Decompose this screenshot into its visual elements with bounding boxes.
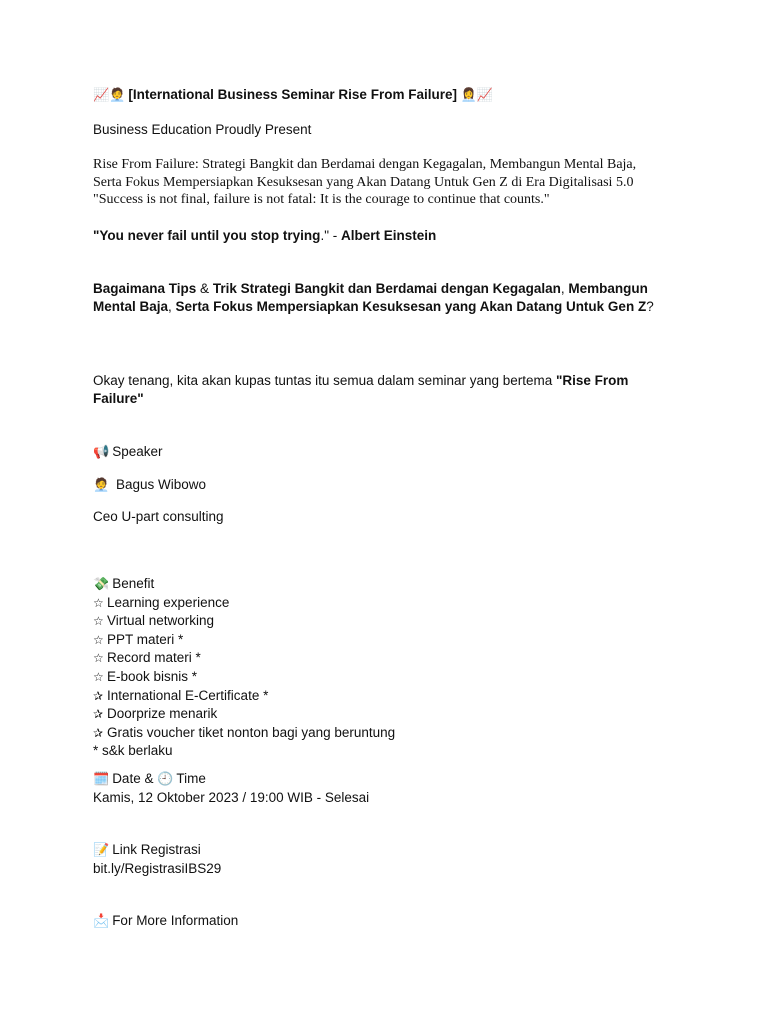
benefit-item: ☆ Virtual networking	[93, 612, 395, 631]
shadowed-star-icon: ✰	[93, 688, 104, 703]
benefit-heading: 💸 Benefit	[93, 576, 155, 592]
speaker-name: 🧑‍💼 Bagus Wibowo	[93, 477, 206, 493]
seminar-question	[93, 280, 654, 315]
seminar-description	[93, 156, 636, 209]
description-line-2: Serta Fokus Mempersiapkan Kesuksesan yang Akan Datang Untuk Gen Z di Era Digitalisasi 5.0	[93, 174, 634, 190]
megaphone-icon: 📢	[93, 445, 110, 460]
star-icon: ☆	[93, 669, 104, 684]
memo-icon: 📝	[93, 843, 110, 858]
star-icon: ☆	[93, 595, 104, 610]
seminar-intro: Okay tenang, kita akan kupas tuntas itu semua dalam seminar yang bertema "Rise From Failure"	[93, 373, 629, 406]
shadowed-star-icon: ✰	[93, 725, 104, 740]
question-line-1: Bagaimana Tips & Trik Strategi Bangkit dan Berdamai dengan Kegagalan, Membangun	[93, 281, 648, 296]
benefit-item: ✰ International E-Certificate *	[93, 687, 395, 706]
einstein-quote: "You never fail until you stop trying." - Albert Einstein	[93, 228, 437, 243]
seminar-title: 📈🧑‍💼 [International Business Seminar Rise From Failure] 👩‍💼📈	[93, 87, 494, 103]
benefit-note: * s&k berlaku	[93, 743, 173, 759]
datetime-section	[93, 770, 369, 806]
star-icon: ☆	[93, 632, 104, 647]
registration-section	[93, 841, 221, 877]
shadowed-star-icon: ✰	[93, 707, 104, 722]
benefit-item: ☆ E-book bisnis *	[93, 668, 395, 687]
registration-link[interactable]: bit.ly/RegistrasiIBS29	[93, 860, 222, 876]
benefit-item: ☆ Record materi *	[93, 649, 395, 668]
speaker-role: Ceo U-part consulting	[93, 509, 224, 524]
event-datetime: Kamis, 12 Oktober 2023 / 19:00 WIB - Selesai	[93, 789, 370, 805]
star-icon: ☆	[93, 614, 104, 629]
money-with-wings-icon: 💸	[93, 577, 110, 592]
benefit-item: ✰ Doorprize menarik	[93, 705, 395, 724]
description-line-1: Rise From Failure: Strategi Bangkit dan Berdamai dengan Kegagalan, Membangun Mental Baja,	[93, 157, 637, 172]
woman-office-worker-chart-icon: 👩‍💼📈	[460, 88, 494, 103]
datetime-heading: 🗓️ Date & 🕘 Time	[93, 771, 206, 787]
chart-increasing-person-icon: 📈🧑‍💼	[93, 88, 126, 103]
clock-icon: 🕘	[157, 772, 174, 787]
star-icon: ☆	[93, 651, 104, 666]
benefit-item: ☆ PPT materi *	[93, 631, 395, 650]
speaker-heading: 📢 Speaker	[93, 444, 163, 460]
benefit-item: ☆ Learning experience	[93, 594, 395, 613]
description-line-3: "Success is not final, failure is not fatal: It is the courage to continue that counts."	[93, 192, 550, 207]
more-info-heading: 📩 For More Information	[93, 913, 239, 929]
envelope-arrow-icon: 📩	[93, 914, 110, 929]
calendar-icon: 🗓️	[93, 772, 110, 787]
benefit-section	[93, 575, 395, 760]
question-line-2: Mental Baja, Serta Fokus Mempersiapkan Kesuksesan yang Akan Datang Untuk Gen Z?	[93, 298, 654, 314]
quote-author: Albert Einstein	[340, 228, 437, 243]
benefit-item: ✰ Gratis voucher tiket nonton bagi yang beruntung	[93, 724, 395, 743]
registration-heading: 📝 Link Registrasi	[93, 842, 201, 858]
presenter-line: Business Education Proudly Present	[93, 122, 312, 137]
office-worker-icon: 🧑‍💼	[93, 478, 110, 493]
quote-text: You never fail until you stop trying	[99, 228, 321, 243]
